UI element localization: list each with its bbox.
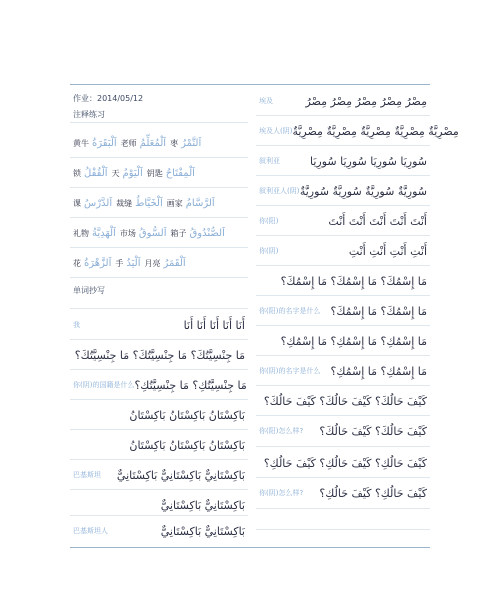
practice-line <box>256 448 430 478</box>
line-arabic: بَاكِسْتَانُ بَاكِسْتَانُ بَاكِسْتَانُ <box>129 408 245 422</box>
header-date-line <box>70 90 248 106</box>
header-subtitle: 注释练习 <box>73 109 105 119</box>
vocab-cn: 枣 <box>170 138 179 148</box>
line-arabic: بَاكِسْتَانُ بَاكِسْتَانُ بَاكِسْتَانُ <box>129 438 245 452</box>
left-column <box>70 84 248 550</box>
line-arabic: مَا جِنْسِيَّتُكِ؟ مَا جِنْسِيَّتُكِ؟ <box>134 378 247 392</box>
line-arabic: مَا إِسْمُكَ؟ مَا إِسْمُكَ؟ <box>330 304 427 318</box>
practice-line <box>256 146 430 176</box>
practice-line <box>256 236 430 266</box>
line-note: 巴基斯坦人 <box>73 527 108 535</box>
vocab-ar: اَلْبَقَرَةُ <box>92 137 117 149</box>
line-arabic: سُورِيَّةٌ سُورِيَّةٌ سُورِيَّةٌ سُورِيَّةٌ <box>299 184 427 198</box>
line-arabic: كَيْفَ حَالُكَ؟ كَيْفَ حَالُكَ؟ كَيْفَ حَالُكَ؟ <box>263 394 427 408</box>
vocab-row <box>70 188 248 218</box>
section-label: 单词抄写 <box>73 285 105 295</box>
line-note: 叙利亚人(阴) <box>259 187 300 195</box>
practice-line <box>256 478 430 508</box>
line-arabic: أَنَا أَنَا أَنَا أَنَا أَنَا <box>183 318 245 332</box>
practice-line <box>256 206 430 236</box>
practice-line <box>256 356 430 386</box>
line-arabic: بَاكِسْتَانِيٌّ بَاكِسْتَانِيٌّ <box>160 524 245 538</box>
practice-line <box>256 86 430 116</box>
practice-line <box>70 516 248 546</box>
line-note: 你(阴) <box>259 247 279 255</box>
practice-line <box>70 400 248 430</box>
vocab-ar: اَلْيَدُ <box>126 257 141 269</box>
notebook-page <box>70 84 459 550</box>
practice-line <box>70 340 248 370</box>
practice-line <box>70 460 248 490</box>
bottom-rule <box>70 547 430 548</box>
practice-line <box>70 430 248 460</box>
line-arabic: سُورِيَا سُورِيَا سُورِيَا سُورِيَا <box>310 154 427 168</box>
vocab-row <box>70 128 248 158</box>
vocab-ar: اَلْمِفْتَاحُ <box>165 167 195 179</box>
vocab-cn: 画家 <box>166 198 183 208</box>
line-arabic: مِصْرُ مِصْرُ مِصْرُ مِصْرُ مِصْرُ <box>305 94 427 108</box>
vocab-ar: اَلْمُعَلِّمُ <box>139 137 167 149</box>
practice-line <box>256 326 430 356</box>
line-note: 你(阳)怎么样? <box>259 427 304 435</box>
vocab-ar: اَلصُّنْدُوقُ <box>189 227 225 239</box>
vocab-ar: اَلْهَدِيَّةُ <box>92 227 116 239</box>
practice-line <box>256 416 430 446</box>
practice-line <box>70 370 248 400</box>
vocab-cn: 黄牛 <box>73 138 89 148</box>
vocab-cn: 钥匙 <box>146 168 163 178</box>
line-arabic: كَيْفَ حَالُكَ؟ كَيْفَ حَالُكَ؟ <box>319 424 427 438</box>
header-date: 作业：2014/05/12 <box>73 93 144 103</box>
line-arabic: بَاكِسْتَانِيٌّ بَاكِسْتَانِيٌّ بَاكِسْتَانِيٌّ <box>116 468 245 482</box>
line-arabic: بَاكِسْتَانِيٌّ بَاكِسْتَانِيٌّ <box>160 498 245 512</box>
practice-line <box>70 310 248 340</box>
line-note: 你(阳)的名字是什么 <box>259 307 321 315</box>
vocab-ar: اَلزَّهْرَةُ <box>84 257 112 269</box>
vocab-cn: 花 <box>73 258 81 268</box>
line-arabic: كَيْفَ حَالُكِ؟ كَيْفَ حَالُكِ؟ كَيْفَ حَالُكِ؟ <box>263 456 427 470</box>
line-arabic: مَا جِنْسِيَّتُكَ؟ مَا جِنْسِيَّتُكَ؟ مَا جِنْسِيَّتُكَ؟ <box>74 348 245 362</box>
vocab-row <box>70 248 248 278</box>
vocab-cn: 月亮 <box>144 258 161 268</box>
line-note: 你(阳) <box>259 217 279 225</box>
line-arabic: مَا إِسْمُكِ؟ مَا إِسْمُكِ؟ مَا إِسْمُكِ؟ <box>280 334 427 348</box>
practice-line <box>256 386 430 416</box>
vocab-ar: اَلْقَمَرُ <box>163 257 186 269</box>
line-note: 叙利亚 <box>259 157 280 165</box>
line-arabic: كَيْفَ حَالُكِ؟ كَيْفَ حَالُكِ؟ <box>319 486 427 500</box>
line-note: 埃及人(阴) <box>259 127 293 135</box>
vocab-cn: 市场 <box>119 228 136 238</box>
practice-line <box>256 176 430 206</box>
line-note: 你(阴)的国籍是什么 <box>73 381 135 389</box>
vocab-row <box>70 218 248 248</box>
vocab-cn: 手 <box>115 258 124 268</box>
vocab-cn: 箱子 <box>170 228 187 238</box>
line-note: 埃及 <box>259 97 273 105</box>
vocab-cn: 礼物 <box>73 228 89 238</box>
practice-line <box>256 116 459 146</box>
vocab-cn: 天 <box>111 168 120 178</box>
line-arabic: مَا إِسْمُكِ؟ مَا إِسْمُكِ؟ <box>330 364 427 378</box>
vocab-cn: 老师 <box>120 138 137 148</box>
line-arabic: أَنْتَ أَنْتَ أَنْتَ أَنْتَ أَنْتَ <box>328 214 427 228</box>
line-note: 巴基斯坦 <box>73 471 101 479</box>
line-note: 你(阴)的名字是什么 <box>259 367 321 375</box>
practice-line <box>256 266 430 296</box>
vocab-cn: 裁缝 <box>116 198 133 208</box>
vocab-ar: اَلدَّرْسُ <box>84 197 113 209</box>
vocab-row <box>70 158 248 188</box>
line-arabic: مِصْرِيَّةٌ مِصْرِيَّةٌ مِصْرِيَّةٌ مِصْرِيَّةٌ مِصْرِيَّةٌ <box>292 124 459 138</box>
line-note: 你(阴)怎么样? <box>259 489 304 497</box>
section-label-line <box>70 280 248 300</box>
header-subtitle-line <box>70 106 248 122</box>
vocab-ar: اَلْقُفْلُ <box>84 167 108 179</box>
practice-line <box>256 296 430 326</box>
line-arabic: أَنْتِ أَنْتِ أَنْتِ أَنْتِ <box>348 244 427 258</box>
vocab-ar: اَلْخَيَّاطُ <box>135 197 163 209</box>
vocab-cn: 课 <box>73 198 81 208</box>
vocab-ar: اَلْيَوْمُ <box>122 167 143 179</box>
vocab-cn: 锁 <box>73 168 81 178</box>
line-arabic: مَا إِسْمُكَ؟ مَا إِسْمُكَ؟ مَا إِسْمُكَ؟ <box>280 274 427 288</box>
right-column <box>256 84 459 550</box>
vocab-ar: اَلتَّمْرُ <box>181 137 202 149</box>
line-note: 我 <box>73 321 80 329</box>
vocab-ar: اَلرَّسَّامُ <box>185 197 215 209</box>
vocab-ar: اَلسُّوقُ <box>138 227 167 239</box>
